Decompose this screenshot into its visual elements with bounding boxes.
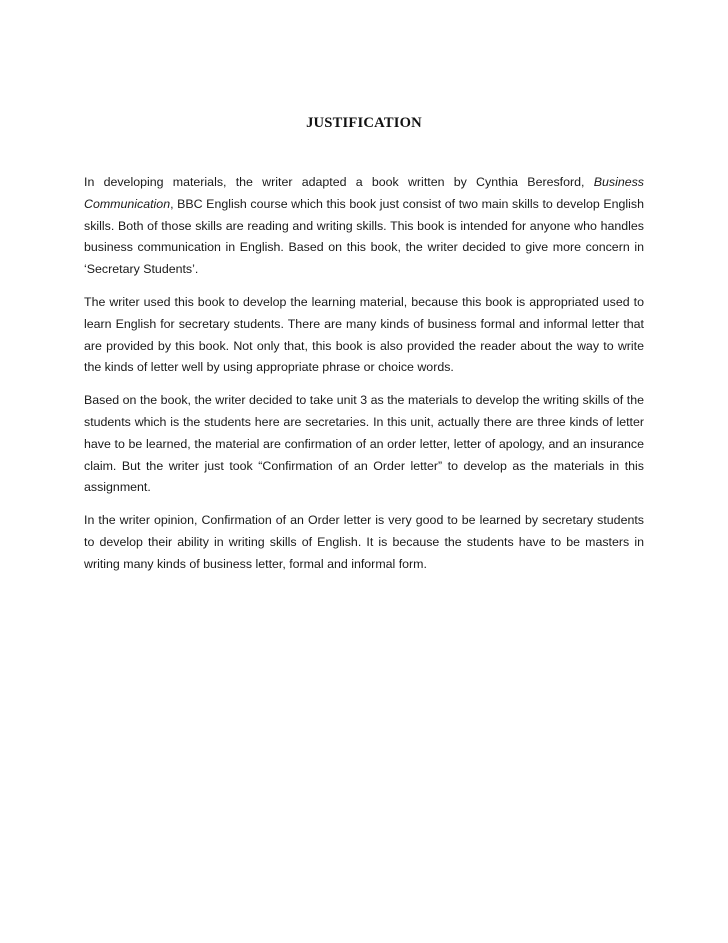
page-title: JUSTIFICATION	[306, 115, 422, 131]
paragraph-1-text-b: , BBC English course which this book just consist of two main skills to develop English skills. Both of those skills are reading and writing skills. This book is intended for anyone who handles business communication in English. Based on this book, the writer decided to give more concern in ‘Secretary Students’.	[84, 196, 644, 277]
paragraph-3: Based on the book, the writer decided to take unit 3 as the materials to develop the writing skills of the students which is the students here are secretaries. In this unit, actually there are three kinds of letter have to be learned, the material are confirmation of an order letter, letter of apology, and an insurance claim. But the writer just took “Confirmation of an Order letter” to develop as the materials in this assignment.	[84, 393, 644, 495]
paragraph-4: In the writer opinion, Confirmation of an Order letter is very good to be learned by secretary students to develop their ability in writing skills of English. It is because the students have to be masters in writing many kinds of business letter, formal and informal form.	[84, 513, 644, 571]
paragraph-1	[84, 172, 644, 281]
book-title-italic: Business Communication	[84, 175, 644, 211]
paragraph-1-text-a: In developing materials, the writer adapted a book written by Cynthia Beresford,	[84, 175, 594, 189]
paragraph-2: The writer used this book to develop the learning material, because this book is appropriated used to learn English for secretary students. There are many kinds of business formal and informal letter that are provided by this book. Not only that, this book is also provided the reader about the way to write the kinds of letter well by using appropriate phrase or choice words.	[84, 294, 644, 375]
document-body	[84, 172, 644, 576]
